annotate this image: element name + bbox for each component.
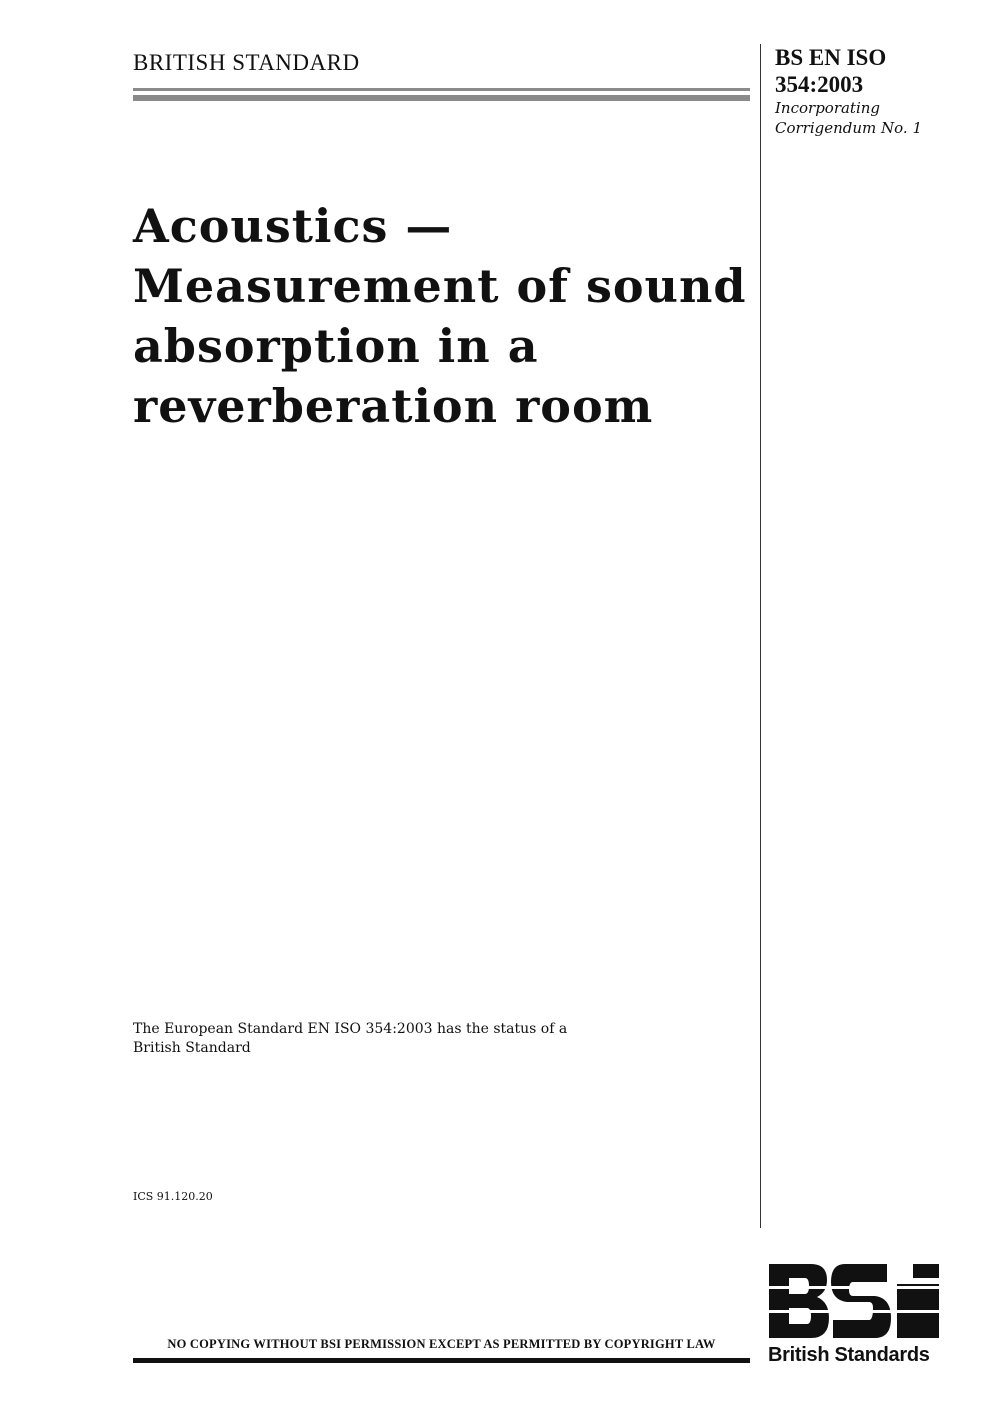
vertical-divider	[760, 44, 761, 1228]
standard-number-line2: 354:2003	[775, 72, 864, 97]
header-rule-thick	[133, 95, 750, 101]
status-line2: British Standard	[133, 1040, 251, 1056]
footer-rule	[133, 1358, 750, 1363]
incorporating-note	[775, 98, 922, 138]
incorporating-line1: Incorporating	[775, 99, 881, 117]
title-line1: Acoustics —	[133, 199, 453, 253]
title-line3: absorption in a	[133, 319, 539, 373]
standard-number-line1: BS EN ISO	[775, 45, 887, 70]
document-type-label: BRITISH STANDARD	[133, 50, 360, 75]
status-line1: The European Standard EN ISO 354:2003 has the status of a	[133, 1021, 568, 1037]
ics-code: ICS 91.120.20	[133, 1190, 213, 1203]
status-statement	[133, 1020, 567, 1058]
title-line2: Measurement of sound	[133, 259, 747, 313]
header-rule-thin	[133, 88, 750, 91]
copyright-notice: NO COPYING WITHOUT BSI PERMISSION EXCEPT AS PERMITTED BY COPYRIGHT LAW	[167, 1337, 716, 1351]
standard-number	[775, 44, 886, 98]
bsi-tagline: British Standards	[768, 1344, 930, 1366]
title-line4: reverberation room	[133, 379, 654, 433]
document-title	[133, 196, 748, 436]
incorporating-line2: Corrigendum No. 1	[775, 119, 923, 137]
